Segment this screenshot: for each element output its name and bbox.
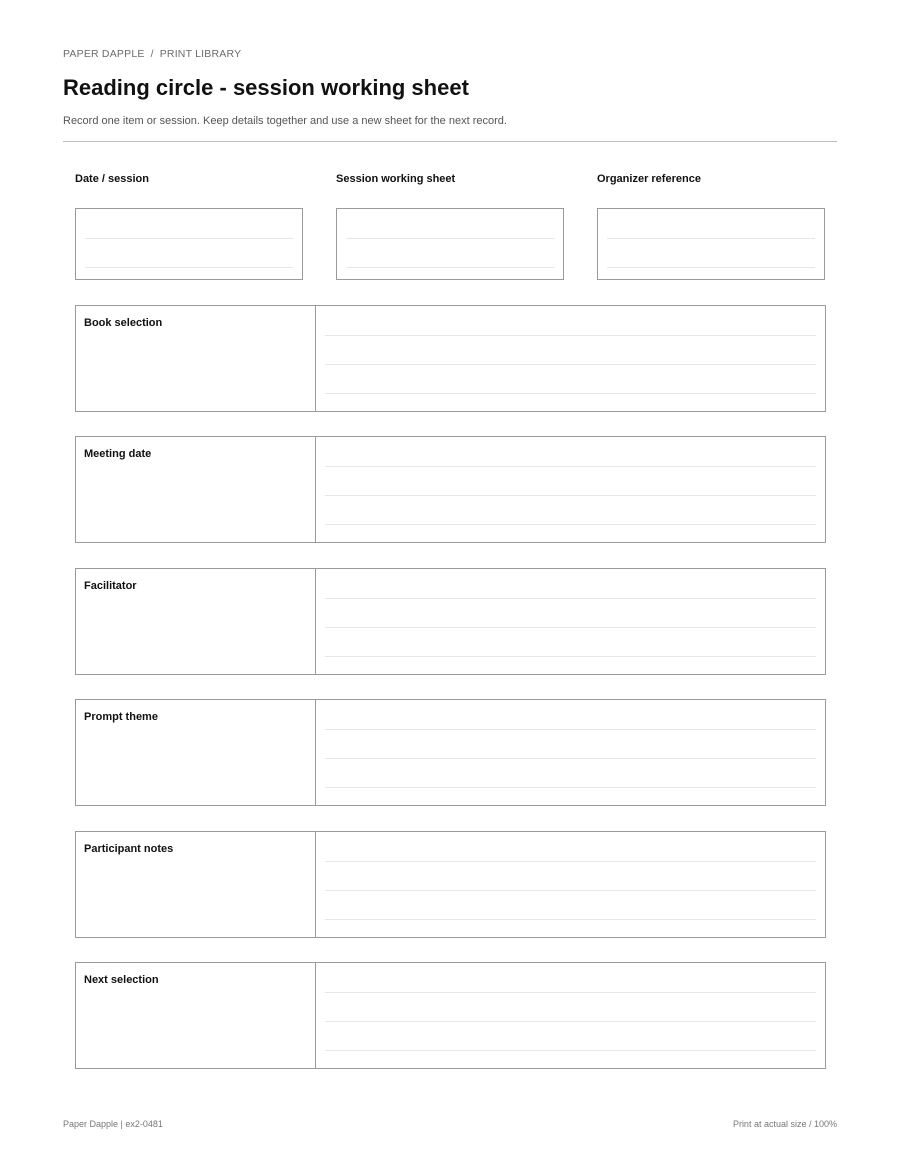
section-label-cell (76, 963, 316, 1068)
writing-line (346, 267, 554, 268)
section-next-selection (75, 962, 826, 1069)
section-label: Next selection (84, 974, 159, 986)
writing-line (325, 1050, 816, 1051)
writing-line (325, 787, 816, 788)
footer-print-note: Print at actual size / 100% (732, 1119, 837, 1129)
writing-line (85, 267, 293, 268)
writing-line (607, 267, 815, 268)
writing-line (607, 238, 815, 239)
writing-line (325, 495, 816, 496)
section-participant-notes (75, 831, 826, 938)
page-subtitle: Record one item or session. Keep details together and use a new sheet for the next record. (63, 115, 507, 127)
writing-line (325, 598, 816, 599)
writing-line (325, 758, 816, 759)
writing-line (325, 992, 816, 993)
section-write-area[interactable] (316, 963, 825, 1068)
writing-line (325, 335, 816, 336)
section-label-cell (76, 569, 316, 674)
section-facilitator (75, 568, 826, 675)
writing-line (325, 393, 816, 394)
page-title: Reading circle - session working sheet (63, 75, 469, 100)
writing-line (325, 656, 816, 657)
top-field-box-session-working-sheet[interactable] (336, 208, 564, 280)
writing-line (325, 466, 816, 467)
section-label: Facilitator (84, 580, 137, 592)
writing-line (346, 238, 554, 239)
section-label: Meeting date (84, 448, 152, 460)
writing-line (325, 524, 816, 525)
breadcrumb-separator: / (150, 48, 154, 60)
section-write-area[interactable] (316, 306, 825, 411)
section-meeting-date (75, 436, 826, 543)
writing-line (325, 1021, 816, 1022)
breadcrumb (63, 48, 241, 60)
writing-line (325, 364, 816, 365)
section-write-area[interactable] (316, 569, 825, 674)
writing-line (85, 238, 293, 239)
writing-line (325, 890, 816, 891)
top-field-label-date-session: Date / session (75, 173, 149, 185)
section-book-selection (75, 305, 826, 412)
section-write-area[interactable] (316, 832, 825, 937)
writing-line (325, 919, 816, 920)
top-field-box-date-session[interactable] (75, 208, 303, 280)
section-label-cell (76, 306, 316, 411)
top-field-box-organizer-reference[interactable] (597, 208, 825, 280)
top-field-label-organizer-reference: Organizer reference (597, 173, 701, 185)
breadcrumb-section: PRINT LIBRARY (159, 48, 242, 60)
writing-line (325, 729, 816, 730)
section-write-area[interactable] (316, 437, 825, 542)
footer-reference: Paper Dapple | ex2-0481 (63, 1119, 163, 1129)
section-label-cell (76, 437, 316, 542)
header-divider (63, 141, 837, 142)
section-label-cell (76, 832, 316, 937)
writing-line (325, 861, 816, 862)
top-field-label-session-working-sheet: Session working sheet (336, 173, 456, 185)
section-write-area[interactable] (316, 700, 825, 805)
section-label: Book selection (84, 317, 163, 329)
section-label-cell (76, 700, 316, 805)
section-label: Participant notes (84, 843, 174, 855)
breadcrumb-brand: PAPER DAPPLE (63, 48, 145, 60)
section-label: Prompt theme (84, 711, 158, 723)
section-prompt-theme (75, 699, 826, 806)
writing-line (325, 627, 816, 628)
